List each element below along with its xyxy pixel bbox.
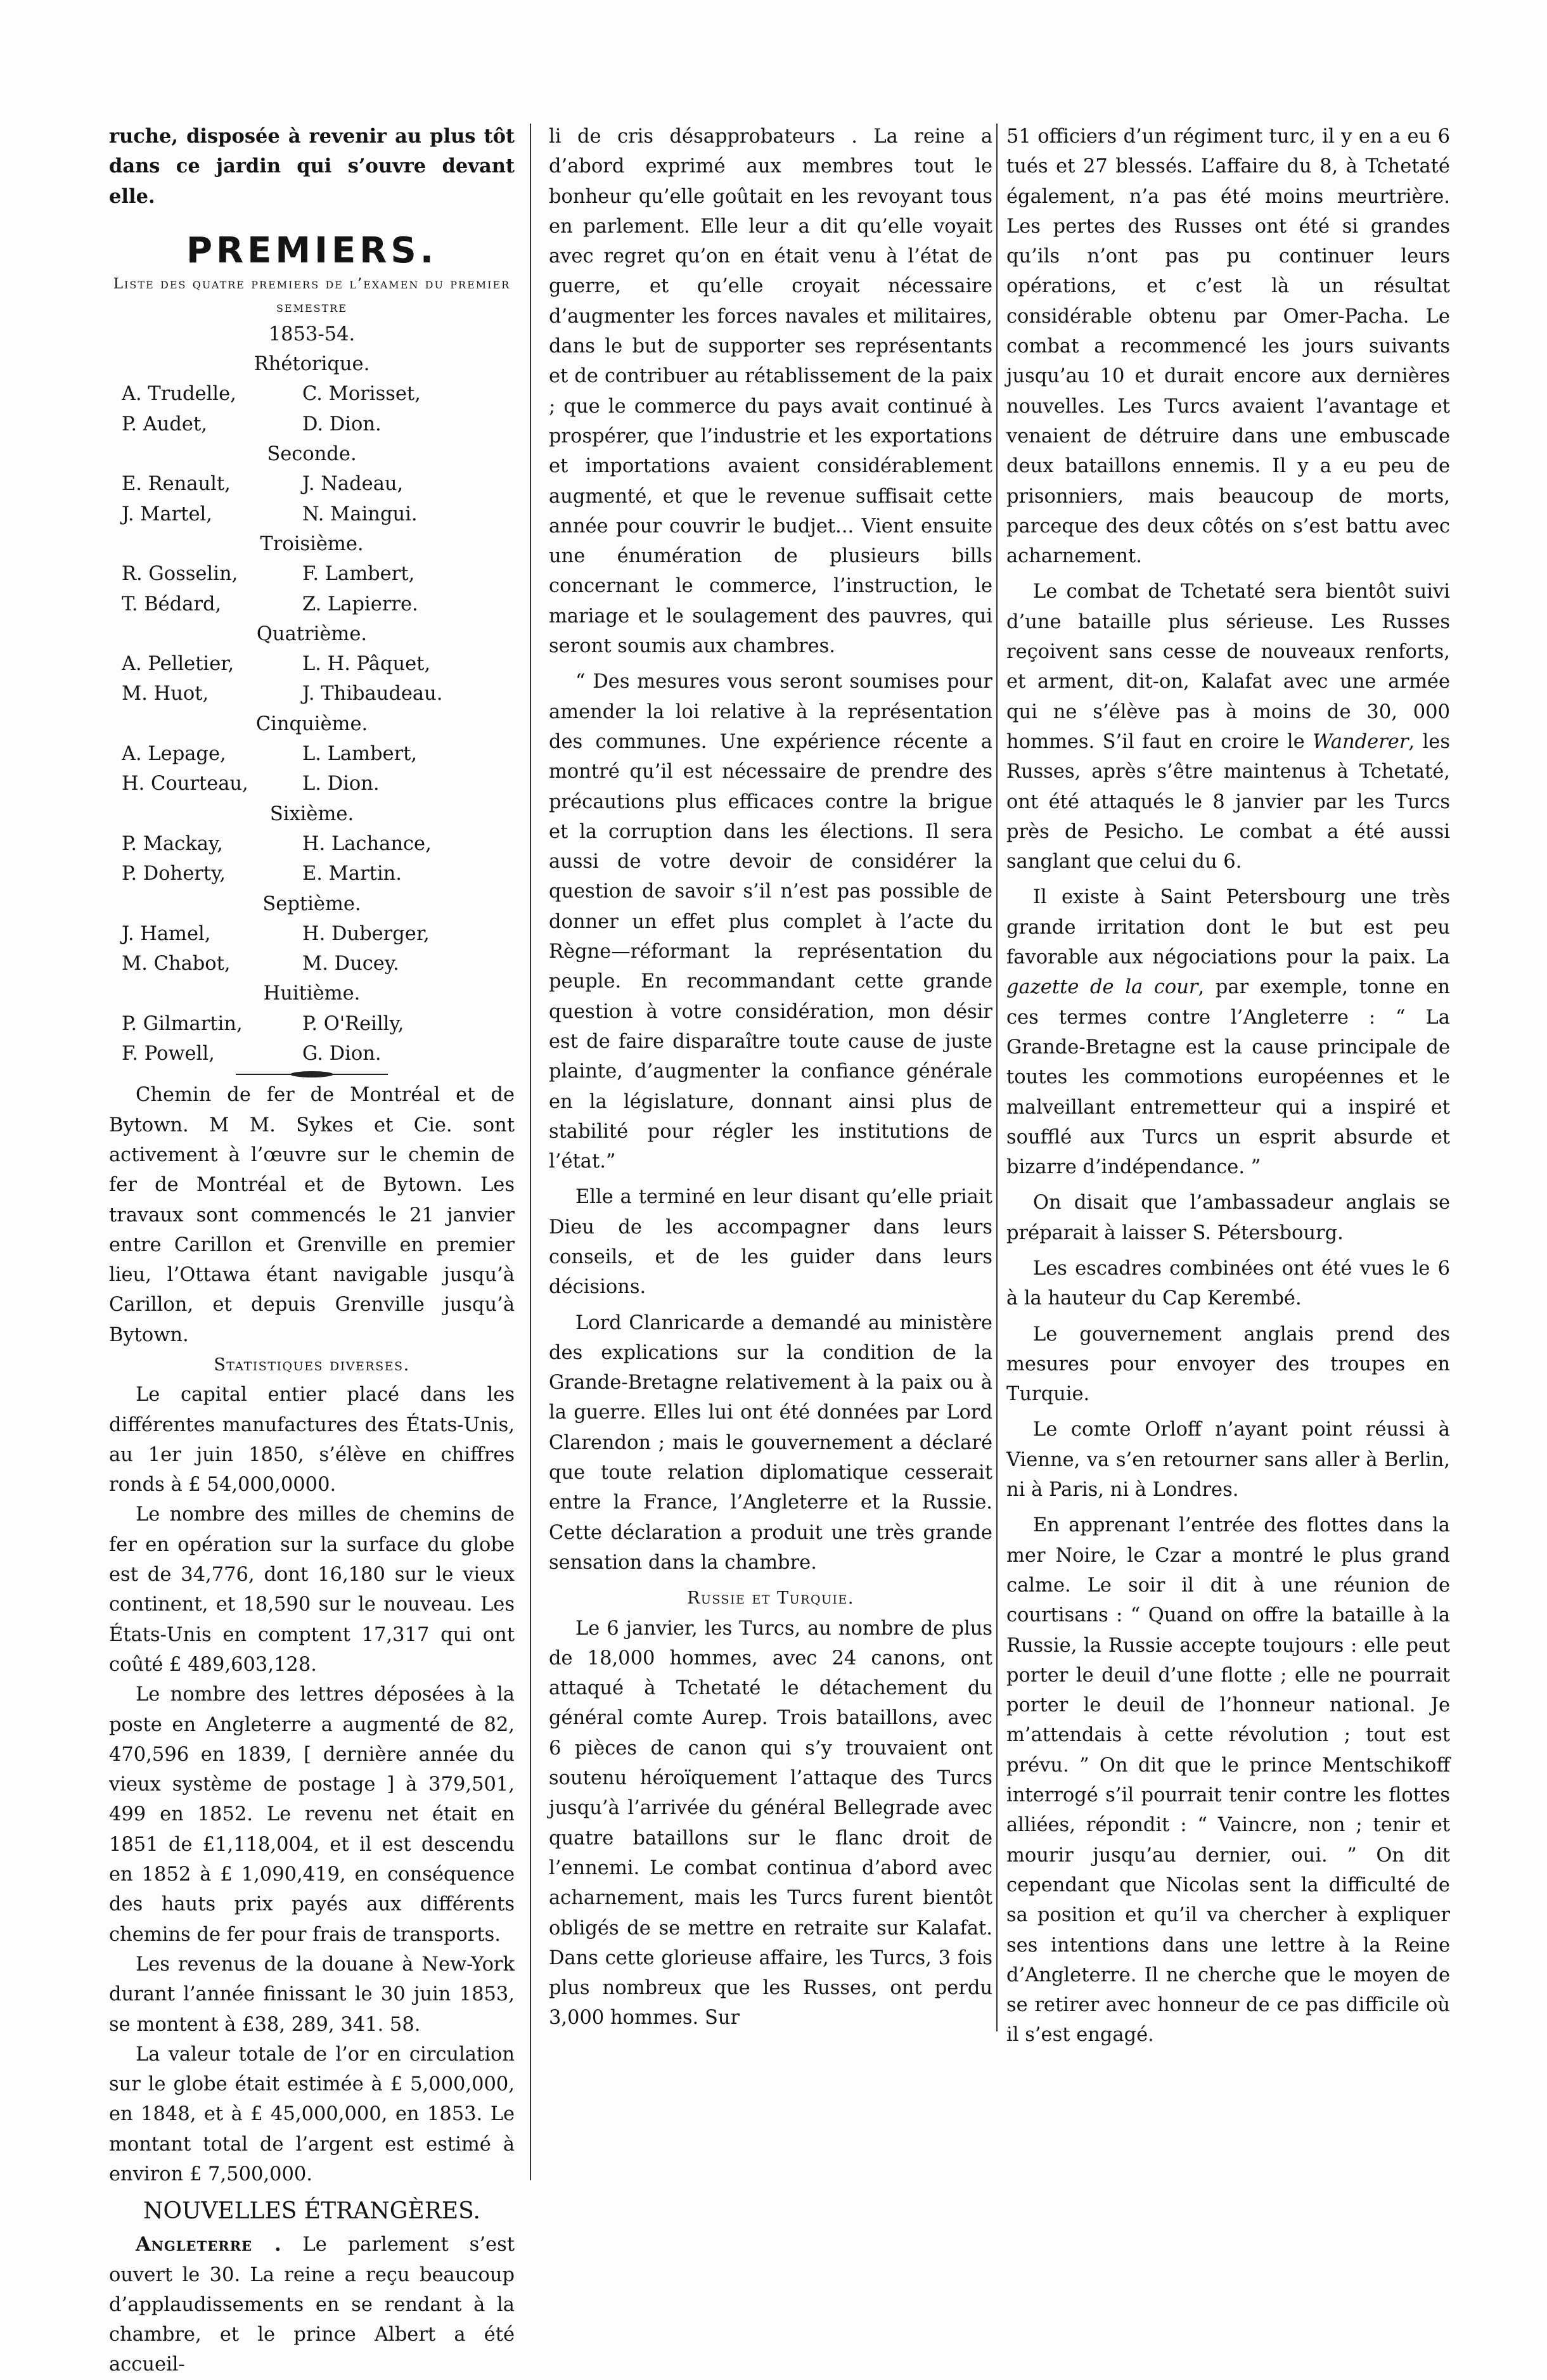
col2-paragraph-3: Elle a terminé en leur disant qu’elle priait Dieu de les accompagner dans leurs conseils, et de les guider dans leurs décisions. — [549, 1186, 992, 1299]
col3-paragraph-1: 51 officiers d’un régiment turc, il y en a eu 6 tués et 27 blessés. L’affaire du 8, à Tchetaté également, n’a pas été moins meurtrière. Les pertes des Russes ont été si grandes qu’ils n’ont pas pu continuer leurs opérations, et c’est là un résultat considérable obtenu par Omer-Pacha. Le combat a recommencé les jours suivants jusqu’au 10 et durait encore aux dernières nouvelles. Les Turcs avaient l’avantage et venaient de détruire dans une embuscade deux bataillons ennemis. Il y a eu peu de prisonniers, mais beaucoup de morts, parceque des deux côtés on s’est battu avec acharnement. — [1006, 125, 1450, 568]
student-name: A. Lepage, — [122, 743, 226, 766]
col3-paragraph-7: Le comte Orloff n’ayant point réussi à Vienne, va s’en retourner sans aller à Berlin, ni à Paris, ni à Londres. — [1006, 1418, 1450, 1502]
student-name: C. Morisset, — [302, 383, 421, 406]
student-name: F. Powell, — [122, 1043, 215, 1065]
student-name: Z. Lapierre. — [302, 593, 418, 615]
student-name: H. Lachance, — [302, 832, 432, 855]
student-name: L. Lambert, — [302, 743, 418, 766]
stat-paragraph-5: La valeur totale de l’or en circulation sur le globe était estimée à £ 5,000,000, en 1848, et à £ 45,000,000, en 1853. Le montant total de l’argent est estimé à environ £ 7,500,000. — [109, 2043, 515, 2185]
student-name: P. Doherty, — [122, 863, 226, 885]
premiers-subtitle: Liste des quatre premiers de l’examen du premier semestre — [113, 275, 511, 316]
col3-paragraph-6: Le gouvernement anglais prend des mesures pour envoyer des troupes en Turquie. — [1006, 1323, 1450, 1406]
col3-paragraph-8: En apprenant l’entrée des flottes dans la mer Noire, le Czar a montré le plus grand calme. Le soir il dit à une réunion de courtisans : “ Quand on offre la bataille à la Russie, la Russie accepte toujours : elle peut porter le deuil d’une flotte ; elle ne pourrait porter le deuil de l’honneur national. Je m’attendais à cette révolution ; tout est prévu. ” On dit que le prince Mentschikoff interrogé s’il pourrait tenir contre les flottes alliées, répondit : “ Vaincre, non ; tenir et mourir jusqu’au dernier, oui. ” On dit cependant que Nicolas sent la difficulté de sa position et qu’il va chercher à expliquer ses intentions dans une lettre à la Reine d’Angleterre. Il ne cherche que le moyen de se retirer avec honneur de ce pas difficile où il s’est engagé. — [1006, 1514, 1450, 2047]
name-row — [109, 679, 515, 709]
name-row — [109, 769, 515, 799]
student-name: H. Duberger, — [302, 922, 430, 945]
name-row — [109, 829, 515, 859]
student-name: J. Nadeau, — [302, 473, 404, 496]
name-row — [109, 379, 515, 409]
student-name: R. Gosselin, — [122, 563, 238, 586]
col2-paragraph-5: Le 6 janvier, les Turcs, au nombre de plus de 18,000 hommes, avec 24 canons, ont attaqué à Tchetaté le détachement du général comte Aurep. Trois bataillons, avec 6 pièces de canon qui s’y trouvaient ont soutenu héroïquement l’attaque des Turcs jusqu’à l’arrivée du général Bellegrade avec quatre bataillons sur le flanc droit de l’ennemi. Le combat continua d’abord avec acharnement, mais les Turcs furent bientôt obligés de se mettre en retraite sur Kalafat. Dans cette glorieuse affaire, les Turcs, 3 fois plus nombreux que les Russes, ont perdu 3,000 hommes. Sur — [549, 1617, 992, 2029]
ornament-divider — [109, 1069, 515, 1080]
column-rule-right — [996, 124, 998, 2031]
grade-heading: Rhétorique. — [254, 353, 370, 376]
russie-turquie-heading: Russie et Turquie. — [687, 1588, 854, 1609]
grade-heading: Huitième. — [263, 982, 361, 1005]
name-row — [109, 409, 515, 439]
column-1 — [109, 122, 515, 2380]
stat-paragraph-4: Les revenus de la douane à New-York durant l’année finissant le 30 juin 1853, se montent à £38, 289, 341. 58. — [109, 1953, 515, 2036]
premiers-title: PREMIERS. — [186, 229, 437, 271]
grade-heading: Septième. — [262, 892, 361, 915]
student-name: N. Maingui. — [302, 503, 418, 525]
student-name: M. Ducey. — [302, 953, 399, 975]
nouvelles-heading: NOUVELLES ÉTRANGÈRES. — [143, 2198, 480, 2225]
name-row — [109, 919, 515, 949]
name-row — [109, 1039, 515, 1069]
student-name: J. Hamel, — [122, 922, 211, 945]
grade-heading: Seconde. — [267, 443, 357, 466]
student-name: E. Renault, — [122, 473, 231, 496]
col3-paragraph-4: On disait que l’ambassadeur anglais se préparait à laisser S. Pétersbourg. — [1006, 1192, 1450, 1244]
student-name: A. Trudelle, — [122, 383, 236, 406]
intro-paragraph: ruche, disposée à revenir au plus tôt dans ce jardin qui s’ouvre devant elle. — [109, 125, 515, 208]
student-name: P. Mackay, — [122, 832, 223, 855]
col3-paragraph-3 — [1006, 882, 1450, 1182]
student-name: L. Dion. — [302, 773, 380, 795]
ornament-rule-icon — [236, 1070, 388, 1079]
angleterre-lead: Angleterre . — [136, 2233, 282, 2256]
col2-paragraph-1: li de cris désapprobateurs . La reine a d’abord exprimé aux membres tout le bonheur qu’elle goûtait en les revoyant tous en parlement. Elle leur a dit qu’elle voyait avec regret qu’on en était venu à l’état de guerre, et qu’elle croyait nécessaire d’augmenter les forces navales et militaires, dans le but de supporter ses représentants et de contribuer au rétablissement de la paix ; que le commerce du pays avait continué à prospérer, que l’industrie et les exportations et importations avaient considérablement augmenté, et que le revenue suffisait cette année pour couvrir le budjet... Vient ensuite une énumération de plusieurs bills concernant le commerce, l’instruction, le mariage et le soulagement des pauvres, qui seront soumis aux chambres. — [549, 125, 992, 658]
stat-paragraph-3: Le nombre des lettres déposées à la poste en Angleterre a augmenté de 82, 470,596 en 1839, [ dernière année du vieux système de postage ] à 379,501, 499 en 1852. Le revenu net était en 1851 de £1,118,004, et il est descendu en 1852 à £ 1,090,419, en conséquence des hauts prix payés aux différents chemins de fer pour frais de transports. — [109, 1683, 515, 1946]
column-rule-left — [530, 124, 531, 2180]
name-row — [109, 649, 515, 679]
chemin-de-fer-paragraph: Chemin de fer de Montréal et de Bytown. M M. Sykes et Cie. sont activement à l’œuvre sur le chemin de fer de Montréal et de Bytown. Les travaux sont commencés le 21 janvier entre Carillon et Grenville en premier lieu, l’Ottawa étant navigable jusqu’à Carillon, et depuis Grenville jusqu’à Bytown. — [109, 1084, 515, 1346]
column-2 — [549, 122, 992, 2033]
grade-heading: Quatrième. — [256, 622, 368, 645]
name-row — [109, 499, 515, 529]
column-3 — [1006, 122, 1450, 2050]
stat-paragraph-1: Le capital entier placé dans les différentes manufactures des États-Unis, au 1er juin 1850, s’élève en chiffres ronds à £ 54,000,0000. — [109, 1384, 515, 1496]
col3-p2-b: , les Russes, après s’être maintenus à Tchetaté, ont été attaqués le 8 janvier par les Turcs près de Pesicho. Le combat a été aussi sanglant que celui du 6. — [1006, 730, 1450, 873]
name-row — [109, 1009, 515, 1039]
col2-paragraph-2: “ Des mesures vous seront soumises pour amender la loi relative à la représentation des communes. Une expérience récente a montré qu’il est nécessaire de prendre des précautions plus efficaces contre la brigue et la corruption dans les élections. Il sera aussi de votre devoir de considérer la question de savoir s’il n’est pas possible de donner un effet plus complet à l’acte du Règne—réformant la représentation du peuple. En recommandant cette grande question à votre considération, mon désir est de faire disparaître toute cause de juste plainte, d’augmenter la confiance générale en la législature, donnant ainsi plus de stabilité pour régler les institutions de l’état.” — [549, 671, 992, 1173]
stat-paragraph-2: Le nombre des milles de chemins de fer en opération sur la surface du globe est de 34,776, dont 16,180 sur le vieux continent, et 18,590 sur le nouveau. Les États-Unis en comptent 17,317 qui ont coûté £ 489,603,128. — [109, 1503, 515, 1676]
grade-heading: Sixième. — [269, 802, 354, 825]
student-name: A. Pelletier, — [122, 653, 234, 676]
student-name: D. Dion. — [302, 413, 382, 435]
student-name: H. Courteau, — [122, 773, 248, 795]
student-name: P. O'Reilly, — [302, 1012, 404, 1035]
name-row — [109, 589, 515, 619]
angleterre-paragraph — [109, 2230, 515, 2379]
name-row — [109, 559, 515, 589]
col3-p2-italic: Wanderer — [1313, 730, 1409, 753]
col3-p3-b: , par exemple, tonne en ces termes contre l’Angleterre : “ La Grande-Bretagne est la cause principale de toutes les commotions européennes et le malveillant entremetteur qui a inspiré et soufflé aux Turcs un esprit absurde et bizarre d’indépendance. ” — [1006, 976, 1450, 1179]
col3-paragraph-5: Les escadres combinées ont été vues le 6 à la hauteur du Cap Kerembé. — [1006, 1257, 1450, 1310]
col3-paragraph-2 — [1006, 577, 1450, 877]
name-row — [109, 859, 515, 889]
student-name: J. Martel, — [122, 503, 212, 525]
col3-p3-a: Il existe à Saint Petersbourg une très grande irritation dont le but est peu favorable aux négociations pour la paix. La — [1006, 886, 1450, 969]
student-name: P. Audet, — [122, 413, 207, 435]
grade-heading: Troisième. — [260, 532, 364, 555]
student-name: T. Bédard, — [122, 593, 222, 615]
student-name: F. Lambert, — [302, 563, 415, 586]
col3-p2-a: Le combat de Tchetaté sera bientôt suivi d’une bataille plus sérieuse. Les Russes reçoivent sans cesse de nouveaux renforts, et arment, dit-on, Kalafat avec une armée qui ne s’élève pas à moins de 30, 000 hommes. S’il faut en croire le — [1006, 581, 1450, 753]
class-list — [109, 349, 515, 1069]
statistiques-heading: Statistiques diverses. — [214, 1354, 410, 1375]
student-name: G. Dion. — [302, 1043, 382, 1065]
name-row — [109, 949, 515, 979]
angleterre-text: Le parlement s’est ouvert le 30. La reine a reçu beaucoup d’applaudissements en se rendant à la chambre, et le prince Albert a été accueil- — [109, 2234, 515, 2376]
student-name: E. Martin. — [302, 863, 402, 885]
name-row — [109, 739, 515, 769]
col3-p3-italic: gazette de la cour — [1006, 976, 1198, 999]
grade-heading: Cinquième. — [255, 712, 368, 735]
name-row — [109, 469, 515, 499]
student-name: L. H. Pâquet, — [302, 653, 431, 676]
student-name: J. Thibaudeau. — [302, 683, 443, 705]
student-name: M. Chabot, — [122, 953, 231, 975]
student-name: M. Huot, — [122, 683, 209, 705]
student-name: P. Gilmartin, — [122, 1012, 243, 1035]
premiers-year: 1853-54. — [268, 323, 356, 345]
col2-paragraph-4: Lord Clanricarde a demandé au ministère des explications sur la condition de la Grande-Bretagne relativement à la paix ou à la guerre. Elles lui ont été données par Lord Clarendon ; mais le gouvernement a déclaré que toute relation diplomatique cesserait entre la France, l’Angleterre et la Russie. Cette déclaration a produit une très grande sensation dans la chambre. — [549, 1311, 992, 1574]
